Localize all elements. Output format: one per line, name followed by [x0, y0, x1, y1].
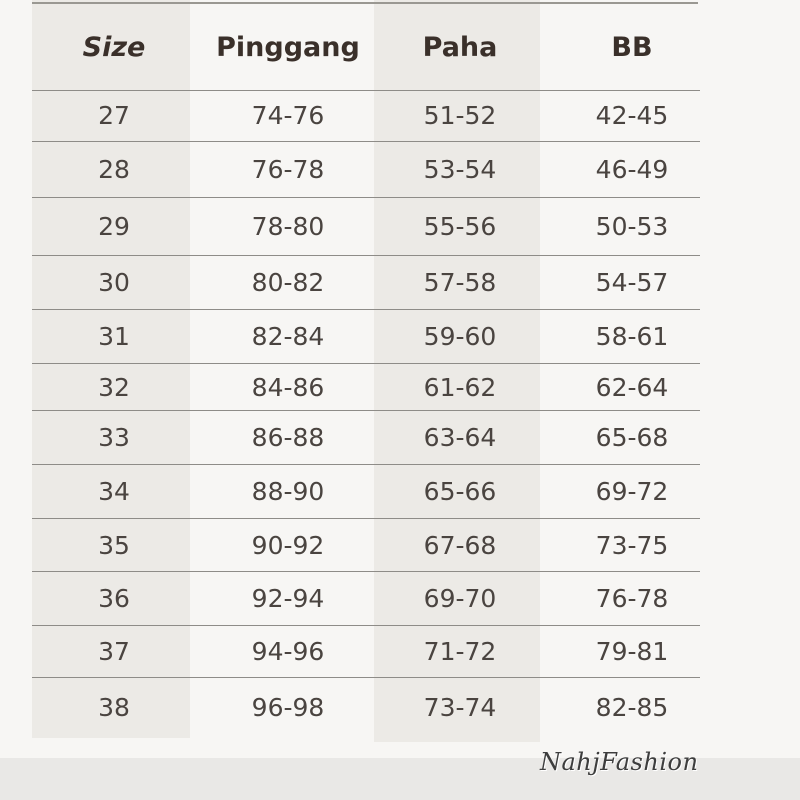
cell-bb: 76-78 — [595, 584, 669, 613]
cell-size: 30 — [98, 268, 130, 297]
cell-bb: 62-64 — [595, 372, 669, 402]
cell-pinggang: 90-92 — [251, 530, 325, 560]
cell-paha: 67-68 — [423, 530, 497, 560]
cell-paha: 51-52 — [423, 101, 497, 130]
header-pinggang: Pinggang — [216, 31, 360, 63]
cell-bb: 65-68 — [595, 423, 669, 452]
table-row — [32, 626, 700, 678]
cell-size: 28 — [98, 155, 130, 184]
cell-paha: 59-60 — [423, 322, 497, 351]
cell-paha: 65-66 — [423, 477, 497, 506]
header-paha: Paha — [422, 31, 498, 63]
table-row — [32, 364, 700, 411]
header-row — [32, 4, 700, 91]
table-row — [32, 465, 700, 519]
cell-paha: 73-74 — [423, 693, 497, 722]
header-bb: BB — [611, 31, 653, 63]
cell-paha: 71-72 — [423, 637, 497, 666]
cell-pinggang: 74-76 — [251, 101, 325, 130]
table-row — [32, 198, 700, 256]
table-row — [32, 519, 700, 572]
cell-paha: 55-56 — [423, 212, 497, 241]
cell-size: 33 — [98, 423, 130, 452]
cell-bb: 42-45 — [595, 101, 669, 130]
cell-pinggang: 88-90 — [251, 477, 325, 506]
table-row — [32, 310, 700, 364]
cell-pinggang: 92-94 — [251, 584, 325, 613]
table-row — [32, 142, 700, 198]
table-row — [32, 411, 700, 465]
cell-bb: 82-85 — [595, 693, 669, 722]
cell-pinggang: 96-98 — [251, 693, 325, 722]
cell-pinggang: 84-86 — [251, 372, 325, 402]
cell-bb: 50-53 — [595, 212, 669, 241]
cell-size: 37 — [98, 637, 130, 666]
cell-paha: 61-62 — [423, 372, 497, 402]
cell-bb: 46-49 — [595, 155, 669, 184]
cell-pinggang: 78-80 — [251, 212, 325, 241]
cell-bb: 54-57 — [595, 268, 669, 297]
table-row — [32, 572, 700, 626]
cell-bb: 79-81 — [595, 637, 669, 666]
table-row — [32, 256, 700, 310]
cell-paha: 57-58 — [423, 268, 497, 297]
cell-size: 27 — [98, 101, 130, 130]
watermark-logo: NahjFashion — [540, 748, 699, 776]
header-size: Size — [82, 31, 146, 63]
cell-size: 38 — [98, 693, 130, 722]
cell-size: 31 — [98, 322, 130, 351]
cell-pinggang: 86-88 — [251, 423, 325, 452]
cell-pinggang: 76-78 — [251, 155, 325, 184]
cell-pinggang: 80-82 — [251, 268, 325, 297]
table-row — [32, 90, 700, 142]
cell-bb: 58-61 — [595, 322, 669, 351]
cell-size: 32 — [98, 372, 130, 402]
cell-bb: 69-72 — [595, 477, 669, 506]
table-row — [32, 678, 700, 737]
cell-bb: 73-75 — [595, 530, 669, 560]
cell-pinggang: 94-96 — [251, 637, 325, 666]
cell-paha: 63-64 — [423, 423, 497, 452]
cell-size: 34 — [98, 477, 130, 506]
cell-size: 29 — [98, 212, 130, 241]
cell-paha: 53-54 — [423, 155, 497, 184]
cell-pinggang: 82-84 — [251, 322, 325, 351]
cell-paha: 69-70 — [423, 584, 497, 613]
cell-size: 36 — [98, 584, 130, 613]
cell-size: 35 — [98, 530, 130, 560]
